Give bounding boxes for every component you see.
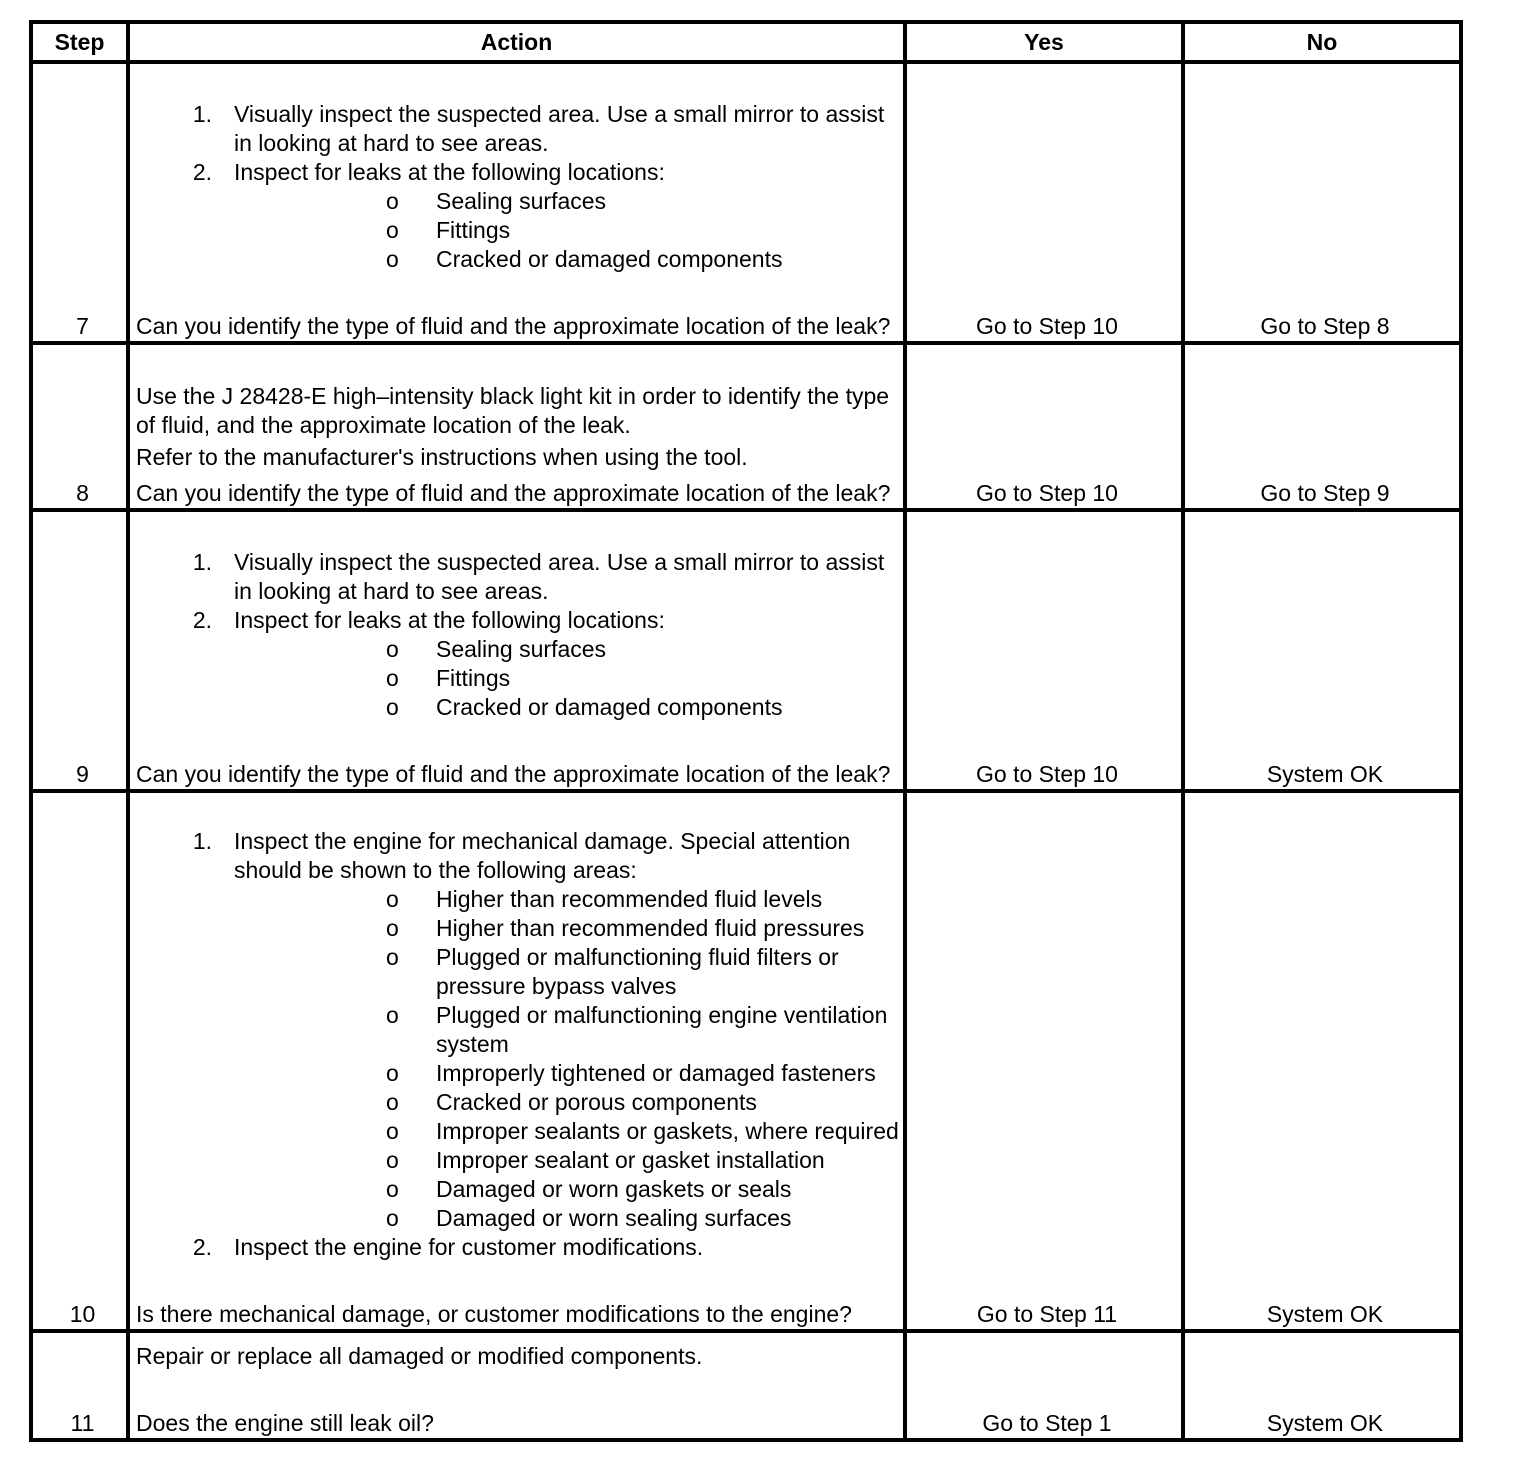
sub-item: o Improper sealant or gasket installation [386,1147,825,1173]
list-item: 1. Visually inspect the suspected area. Use a small mirror to assist in looking at hard to see areas. [192,549,885,604]
question-text: Does the engine still leak oil? [136,1410,434,1436]
table-row [31,791,1461,1331]
question-text: Can you identify the type of fluid and the approximate location of the leak? [136,313,891,339]
sub-item: o Fittings [386,217,511,243]
action-cell [128,510,905,791]
question-text: Can you identify the type of fluid and the approximate location of the leak? [136,761,891,787]
table-row [31,1331,1461,1440]
instruction-text: Use the J 28428-E high–intensity black light kit in order to identify the type of fluid, and the approximate location of the leak. [136,383,890,438]
question-text: Can you identify the type of fluid and the approximate location of the leak? [136,480,891,506]
no-outcome: Go to Step 8 [1183,62,1461,343]
sub-item: o Cracked or porous components [386,1089,757,1115]
action-cell [128,791,905,1331]
action-cell [128,62,905,343]
header-yes: Yes [905,22,1183,62]
table-row [31,510,1461,791]
instruction-text: Refer to the manufacturer's instructions when using the tool. [136,444,748,470]
yes-outcome: Go to Step 11 [905,791,1183,1331]
sub-item: o Damaged or worn sealing surfaces [386,1205,792,1231]
step-number: 10 [31,791,128,1331]
sub-item: o Cracked or damaged components [386,694,783,720]
no-outcome: System OK [1183,1331,1461,1440]
list-item: 1. Visually inspect the suspected area. Use a small mirror to assist in looking at hard to see areas. [192,101,885,156]
list-item: 2. Inspect for leaks at the following locations: [192,159,665,185]
sub-item: o Plugged or malfunctioning fluid filters or pressure bypass valves [386,944,839,999]
instruction-text: Repair or replace all damaged or modified components. [136,1343,703,1369]
header-step: Step [31,22,128,62]
sub-item: o Sealing surfaces [386,188,607,214]
sub-item: o Higher than recommended fluid levels [386,886,823,912]
sub-item: o Improper sealants or gaskets, where required [386,1118,899,1144]
step-number: 8 [31,343,128,510]
sub-item: o Plugged or malfunctioning engine ventilation system [386,1002,888,1057]
yes-outcome: Go to Step 10 [905,62,1183,343]
sub-item: o Sealing surfaces [386,636,607,662]
no-outcome: System OK [1183,510,1461,791]
sub-item: o Damaged or worn gaskets or seals [386,1176,792,1202]
no-outcome: Go to Step 9 [1183,343,1461,510]
header-action: Action [128,22,905,62]
action-cell [128,1331,905,1440]
sub-item: o Higher than recommended fluid pressures [386,915,865,941]
yes-outcome: Go to Step 10 [905,343,1183,510]
step-number: 11 [31,1331,128,1440]
header-row [31,22,1461,62]
table-row [31,343,1461,510]
list-item: 2. Inspect the engine for customer modifications. [192,1234,704,1260]
sub-item: o Improperly tightened or damaged fasteners [386,1060,876,1086]
action-cell [128,343,905,510]
list-item: 2. Inspect for leaks at the following locations: [192,607,665,633]
question-text: Is there mechanical damage, or customer modifications to the engine? [136,1301,852,1327]
diagnostic-table [29,20,1463,1442]
sub-item: o Fittings [386,665,511,691]
yes-outcome: Go to Step 1 [905,1331,1183,1440]
table-row [31,62,1461,343]
list-item: 1. Inspect the engine for mechanical damage. Special attention should be shown to the following areas: [192,828,851,883]
header-no: No [1183,22,1461,62]
sub-item: o Cracked or damaged components [386,246,783,272]
step-number: 9 [31,510,128,791]
yes-outcome: Go to Step 10 [905,510,1183,791]
no-outcome: System OK [1183,791,1461,1331]
step-number: 7 [31,62,128,343]
